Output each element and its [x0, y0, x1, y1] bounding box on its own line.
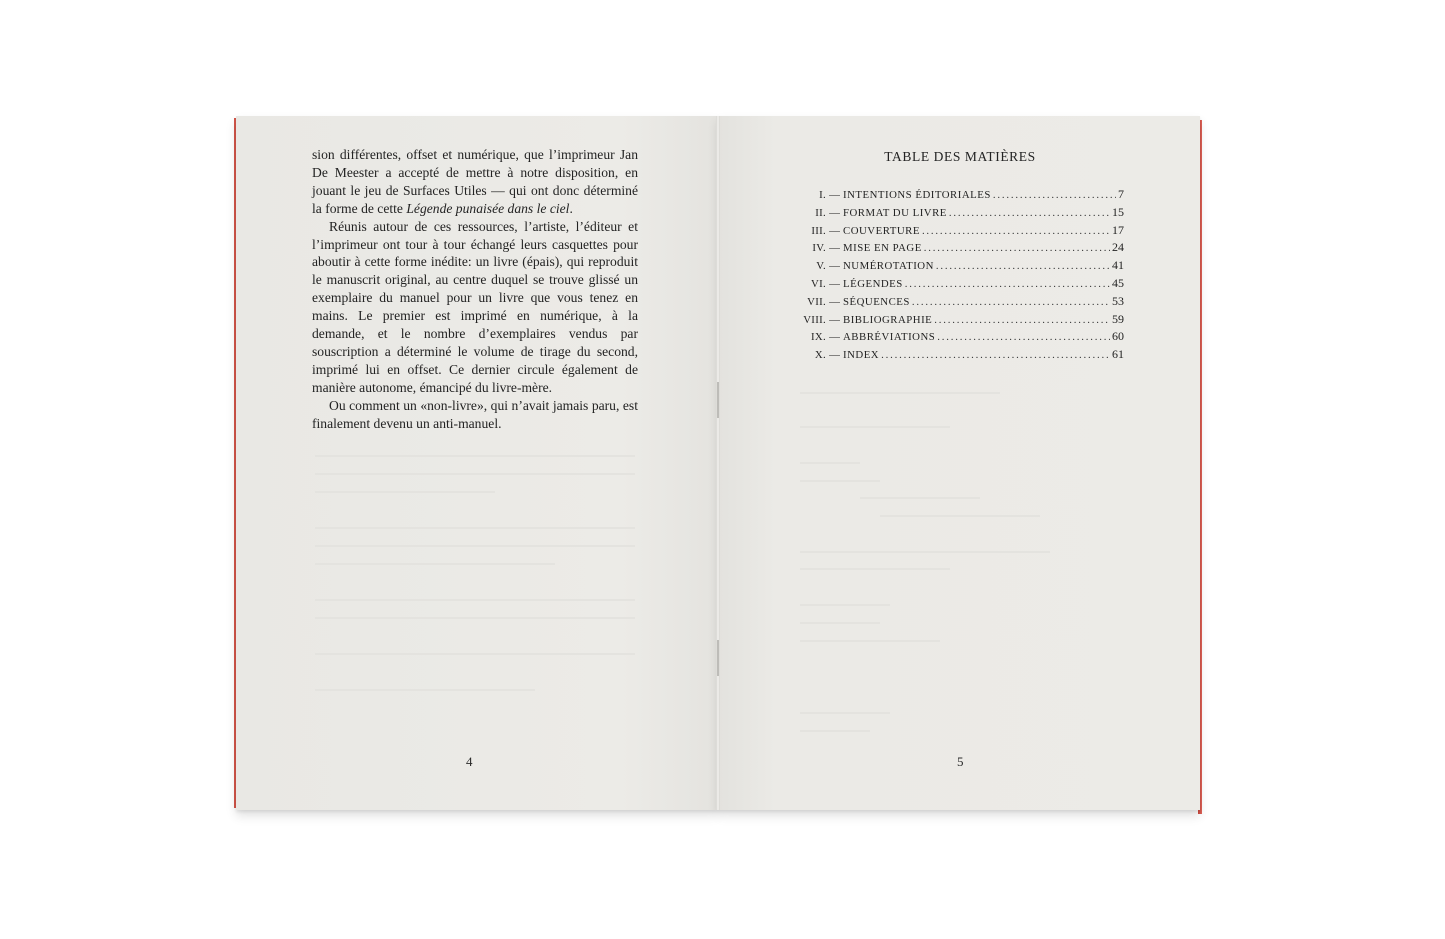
toc-entry-page: 53 [1112, 293, 1124, 308]
paragraph-1-end: . [569, 200, 573, 216]
paragraph-2-text: Réunis autour de ces ressources, l’artiste, l’éditeur et l’imprimeur ont tour à tour échangé leurs casquettes pour aboutir à cette forme inédite: un livre (épais), qui reproduit le manuscrit original, au centre duquel se trouve glissé un exemplaire du manuel pour un livre que vous tenez en mains. Le premier est imprimé en numérique, à la demande, et le nombre d’exemplaires vendus par souscription a déterminé le volume de tirage du second, imprimé lui en offset. Ce dernier circule également de manière autonome, émancipé du livre-mère. [312, 218, 638, 395]
toc-dot-leader [937, 331, 1110, 343]
toc-entry-label: BIBLIOGRAPHIE [843, 313, 933, 326]
paragraph-1-text: sion différentes, offset et numérique, que l’imprimeur Jan De Meester a accepté de mettre à notre disposition, en jouant le jeu de Surfaces Utiles — qui ont donc déterminé la forme de cette [312, 147, 638, 216]
toc-dot-leader [924, 242, 1110, 254]
toc-entry [790, 205, 1124, 223]
toc-entry-label: NUMÉROTATION [843, 260, 934, 273]
toc-entry-page: 59 [1112, 311, 1124, 326]
toc-entry-label: LÉGENDES [843, 277, 903, 290]
toc-dot-leader [934, 314, 1110, 326]
toc-entry [790, 223, 1124, 241]
toc-entry-dash: — [829, 206, 840, 219]
toc-entry [790, 312, 1124, 330]
toc-entry-number: VIII. [803, 313, 826, 326]
toc-entry-dash: — [829, 224, 840, 237]
toc-entry-number: III. [811, 224, 826, 237]
page-number-left: 4 [466, 754, 473, 769]
toc-entry [790, 347, 1124, 365]
toc-entry [790, 240, 1124, 258]
toc-entry [790, 276, 1124, 294]
paragraph-1 [312, 146, 638, 218]
toc-entry-page: 61 [1112, 347, 1124, 362]
toc-entry [790, 258, 1124, 276]
toc-dot-leader [881, 349, 1110, 361]
toc-title: TABLE DES MATIÈRES [884, 149, 1036, 164]
toc-entry [790, 294, 1124, 312]
toc-entry-page: 7 [1118, 187, 1124, 201]
toc-dot-leader [905, 278, 1110, 290]
toc-entry-label: SÉQUENCES [843, 295, 910, 308]
toc-entry-dash: — [829, 295, 840, 308]
page-number-right: 5 [957, 754, 964, 769]
toc-entry-number: V. [816, 260, 826, 273]
toc-entry-label: MISE EN PAGE [843, 242, 922, 255]
toc-entry-number: IV. [812, 242, 826, 255]
toc-dot-leader [922, 225, 1110, 237]
toc-entry-dash: — [829, 242, 840, 255]
toc-entry-page: 15 [1112, 204, 1124, 219]
book-gutter [716, 116, 720, 810]
toc-entry-page: 24 [1112, 240, 1124, 255]
toc-entry-number: II. [815, 206, 826, 219]
toc-entry-label: FORMAT DU LIVRE [843, 206, 947, 219]
staple-top [717, 382, 719, 418]
toc-entry [790, 187, 1124, 205]
toc-entry-page: 41 [1112, 258, 1124, 273]
toc-entry-number: VII. [807, 295, 826, 308]
toc-entry [790, 329, 1124, 347]
toc-entry-number: I. [819, 189, 826, 201]
toc-entry-number: IX. [811, 331, 826, 344]
toc-entry-label: COUVERTURE [843, 224, 920, 237]
staple-bottom [717, 640, 719, 676]
toc-entry-label: ABBRÉVIATIONS [843, 331, 936, 344]
toc-entry-dash: — [829, 313, 840, 326]
toc-dot-leader [912, 296, 1110, 308]
toc-entry-label: INDEX [843, 349, 880, 362]
left-page-body-text [312, 146, 638, 433]
toc-dot-leader [993, 189, 1116, 201]
toc-entry-dash: — [829, 189, 840, 201]
toc-entry-dash: — [829, 349, 840, 362]
toc-entry-dash: — [829, 260, 840, 273]
toc-entry-label: INTENTIONS ÉDITORIALES [843, 189, 991, 201]
toc-entry-page: 17 [1112, 222, 1124, 237]
toc-dot-leader [949, 207, 1110, 219]
toc-entry-number: X. [814, 349, 826, 362]
toc-entry-page: 45 [1112, 275, 1124, 290]
paragraph-3-text: Ou comment un «non-livre», qui n’avait jamais paru, est finalement devenu un anti-manuel. [312, 397, 638, 431]
toc-entry-dash: — [829, 277, 840, 290]
toc-entry-page: 60 [1112, 329, 1124, 344]
table-of-contents [790, 187, 1124, 365]
book-title-italic: Légende punaisée dans le ciel [406, 200, 570, 216]
toc-entry-number: VI. [811, 277, 826, 290]
paragraph-2 [312, 218, 638, 397]
toc-entry-dash: — [829, 331, 840, 344]
paragraph-3 [312, 397, 638, 433]
toc-dot-leader [936, 260, 1110, 272]
